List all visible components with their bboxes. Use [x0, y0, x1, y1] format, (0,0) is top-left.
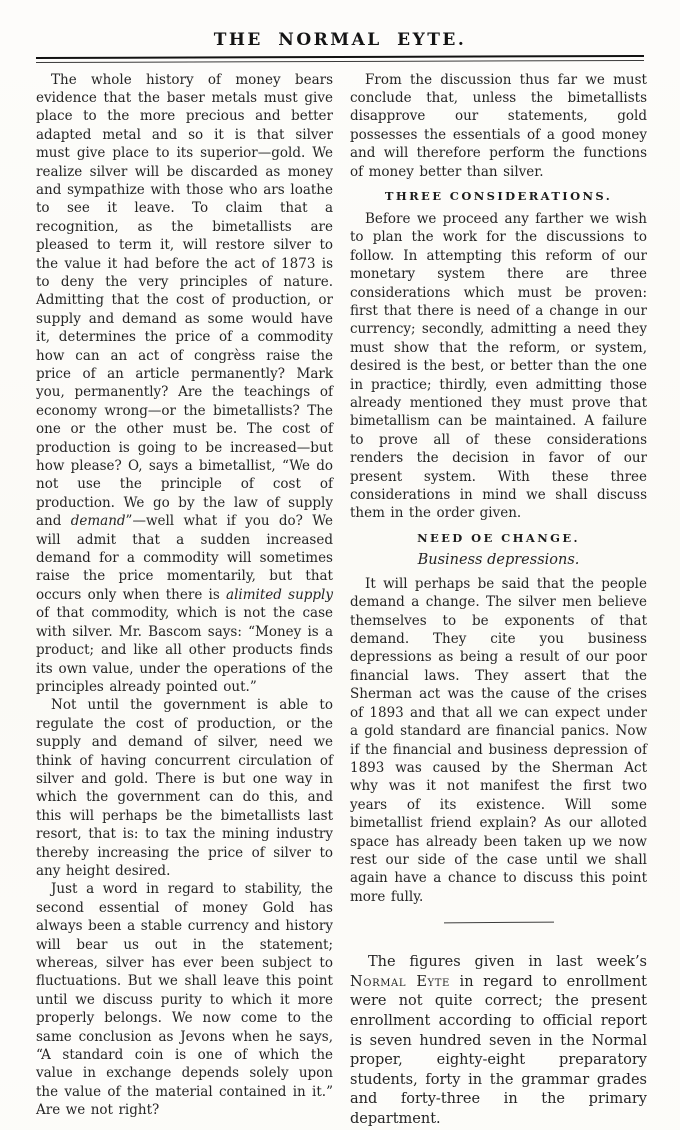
article-paragraph: [350, 71, 647, 181]
left-column: [36, 71, 333, 1130]
text-segment: From the discussion thus far we must conclude that, unless the bimetallists disapprove our statements, gold possesses the essentials of a good money and will therefore perform the functions of money better than silver.: [350, 71, 647, 180]
article-separator: [443, 922, 553, 924]
text-segment: The figures given in last week’s: [368, 954, 647, 971]
article-paragraph: [350, 953, 647, 1129]
section-heading: NEED OE CHANGE.: [417, 530, 580, 545]
text-segment: in regard to enrollment were not quite correct; the present enrollment according to official report is seven hundred seven in the Normal proper, eighty-eight preparatory students, forty in the grammar grades and forty-three in the primary department.: [350, 973, 648, 1127]
text-segment: Just a word in regard to stability, the second essential of money Gold has always been a stable currency and history will bear us out in the statement; whereas, silver has ever been subject to fluctuations. But we shall leave this point until we discuss purity to which it more properly belongs. We now come to the same conclusion as Jevons when he says, “A standard coin is one of which the value in exchange depends solely upon the value of the material contained in it.” Are we not right?: [36, 881, 333, 1119]
text-segment: of that commodity, which is not the case with silver. Mr. Bascom says: “Money is a product; and like all other products finds its own value, under the operations of the principles already pointed out.”: [36, 605, 333, 695]
text-segment: The whole history of money bears evidence that the baser metals must give place to the more precious and better adapted metal and so it is that silver must give place to its superior—gold. We realize silver will be discarded as money and sympathize with those who ars loathe to see it leave. To claim that a recognition, as the bimetallists are pleased to term it, will restore silver to the value it had before the act of 1873 is to deny the very principles of nature. Admitting that the cost of production, or supply and demand as some would have it, determines the price of a commodity how can an act of congrèss raise the price of an article permanently? Mark you, permanently? Are the teachings of economy wrong—or the bimetallists? The one or the other must be. The cost of production is going to be increased—but how please? O, says a bimetallist, “We do not use the principle of cost of production. We go by the law of supply and: [36, 71, 333, 530]
article-paragraph: [36, 696, 333, 880]
article-paragraph: [350, 210, 647, 523]
text-segment: It will perhaps be said that the people demand a change. The silver men believe themselves to be exponents of that demand. They cite you business depressions as being a result of our poor financial laws. They assert that the Sherman act was the cause of the crises of 1893 and that all we can expect under a gold standard are financial panics. Now if the financial and business depression of 1893 was caused by the Sherman Act why was it not manifest the first two years of its existence. Will some bimetallist friend explain? As our alloted space has already been taken up we now rest our side of the case until we shall again have a chance to discuss this point more fully.: [350, 575, 647, 905]
text-segment: ”—well what if you do? We will admit that a sudden increased demand for a commodity will sometimes raise the price momentarily, but that occurs only when there is: [36, 513, 333, 603]
text-segment: Before we proceed any farther we wish to plan the work for the discussions to follow. In attempting this reform of our monetary system there are three considerations which must be proven: first that there is need of a change in our currency; secondly, admitting a need they must show that the reform, or system, desired is the best, or better than the one in practice; thirdly, even admitting those already mentioned they must prove that bimetallism can be maintained. A failure to prove all of these considerations renders the decision in favor of our present system. With these three considerations in mind we shall discuss them in the order given.: [350, 210, 647, 522]
article-paragraph: [350, 575, 647, 906]
subsection-heading: Business depressions.: [417, 551, 580, 568]
article-paragraph: [36, 71, 333, 697]
text-segment: alimited supply: [226, 586, 334, 603]
text-segment: Normal Eyte: [350, 973, 450, 990]
section-heading: THREE CONSIDERATIONS.: [384, 188, 613, 203]
article-columns: [0, 62, 680, 1130]
page-title: THE NORMAL EYTE.: [213, 30, 467, 50]
text-segment: demand: [70, 513, 126, 530]
right-column: [350, 71, 647, 1130]
article-paragraph: [36, 880, 333, 1119]
text-segment: Not until the government is able to regulate the cost of production, or the supply and demand of silver, need we think of having concurrent circulation of silver and gold. There is but one way in which the government can do this, and this will perhaps be the bimetallists last resort, that is: to tax the mining industry thereby increasing the price of silver to any height desired.: [36, 697, 333, 879]
masthead: [0, 0, 680, 62]
